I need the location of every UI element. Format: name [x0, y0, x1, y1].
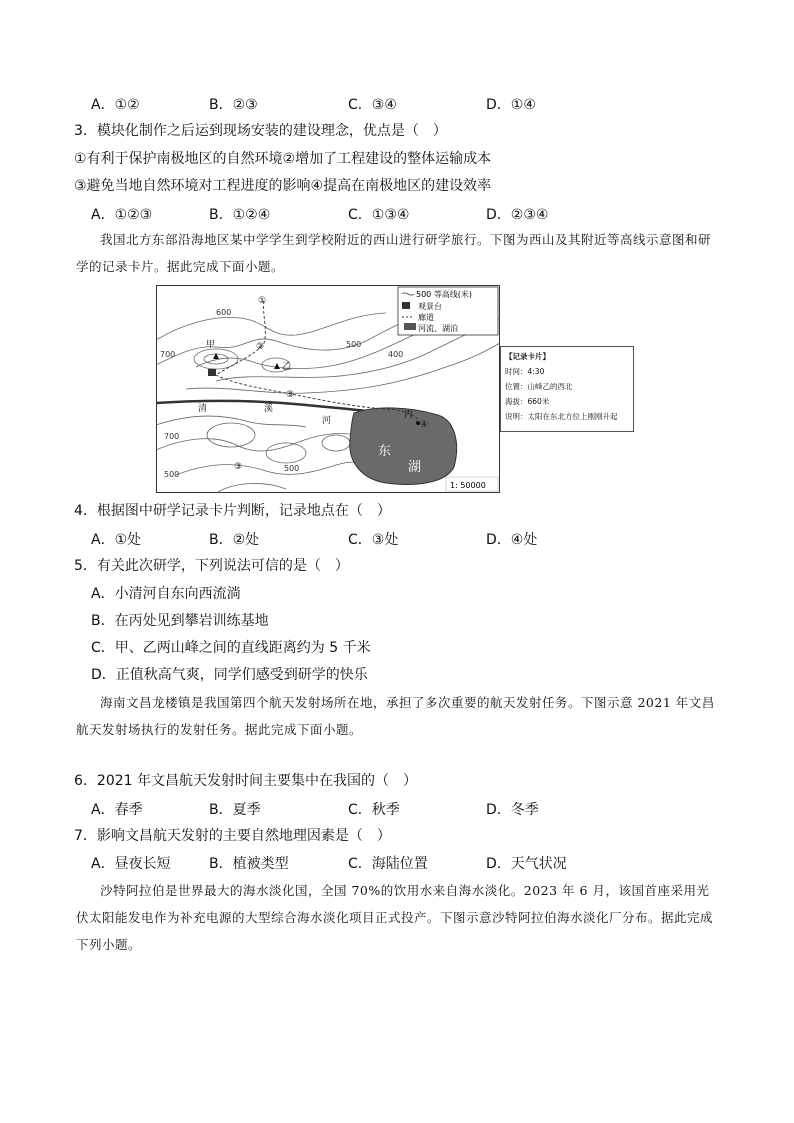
- contour-label-500-south: 500: [284, 464, 300, 473]
- record-card-note: 说明：太阳在东北方位上刚刚升起: [505, 412, 618, 421]
- q2-option-c[interactable]: C．③④: [348, 97, 397, 113]
- q7-option-b[interactable]: B．植被类型: [209, 856, 289, 872]
- q6-option-a[interactable]: A．春季: [91, 802, 143, 818]
- point-1-label: ①: [258, 296, 267, 306]
- point-4-label: ④: [420, 420, 429, 430]
- q2-option-a[interactable]: A．①②: [91, 97, 140, 113]
- q3-option-a[interactable]: A．①②③: [91, 207, 153, 223]
- q7-stem: 7．影响文昌航天发射的主要自然地理因素是（ ）: [74, 828, 391, 844]
- contour-label-700-north: 700: [160, 350, 176, 359]
- q5-stem: 5．有关此次研学，下列说法可信的是（ ）: [74, 558, 349, 574]
- point-2-label: ②: [256, 342, 265, 352]
- q4-option-c[interactable]: C．③处: [348, 532, 399, 548]
- q5-option-b[interactable]: B．在丙处见到攀岩训练基地: [91, 613, 269, 629]
- point-3-label: ③: [286, 390, 295, 400]
- peak-jia-label: 甲: [206, 340, 216, 350]
- q2-option-b[interactable]: B．②③: [209, 97, 258, 113]
- q4-option-b[interactable]: B．②处: [209, 532, 260, 548]
- contour-label-600: 600: [216, 308, 232, 317]
- q6-option-d[interactable]: D．冬季: [486, 802, 539, 818]
- river-label-qing: 清: [198, 404, 208, 414]
- map-scale: 1: 50000: [450, 481, 486, 490]
- q5-option-a[interactable]: A．小清河自东向西流淌: [91, 586, 241, 602]
- contour-label-700-south: 700: [164, 432, 180, 441]
- q7-option-a[interactable]: A．昼夜长短: [91, 856, 171, 872]
- record-card-title: 【记录卡片】: [505, 352, 550, 361]
- point-3-south-label: ③: [234, 462, 243, 472]
- intro-passage-saudi: 沙特阿拉伯是世界最大的海水淡化国，全国 70%的饮用水来自海水淡化。2023 年 6 月，该国首座采用光伏太阳能发电作为补充电源的大型综合海水淡化项目正式投产。下图示意沙特阿拉伯海水淡化厂分布。据此完成下列小题。: [76, 883, 714, 952]
- q3-statement-line1: ①有利于保护南极地区的自然环境②增加了工程建设的整体运输成本: [74, 151, 492, 167]
- q7-option-d[interactable]: D．天气状况: [486, 856, 567, 872]
- q3-statement-line2: ③避免当地自然环境对工程进度的影响④提高在南极地区的建设效率: [74, 178, 492, 194]
- record-card-position: 位置：山峰乙的西北: [505, 382, 573, 391]
- q4-option-a[interactable]: A．①处: [91, 532, 142, 548]
- river-label-he: 河: [322, 416, 332, 426]
- lake-label-dong: 东: [378, 444, 392, 459]
- contour-label-500-north: 500: [346, 340, 362, 349]
- q3-option-d[interactable]: D．②③④: [486, 207, 549, 223]
- q5-option-c[interactable]: C．甲、乙两山峰之间的直线距离约为 5 千米: [91, 640, 371, 656]
- q3-option-c[interactable]: C．①③④: [348, 207, 410, 223]
- q2-option-d[interactable]: D．①④: [486, 97, 536, 113]
- legend-water-label: 河流、湖泊: [418, 324, 458, 333]
- intro-passage-wenchang: 海南文昌龙楼镇是我国第四个航天发射场所在地，承担了多次重要的航天发射任务。下图示意 2021 年文昌航天发射场执行的发射任务。据此完成下面小题。: [76, 695, 715, 737]
- contour-map: [156, 285, 500, 493]
- record-card-time: 时间：4:30: [505, 367, 545, 376]
- record-card-altitude: 海拔：660米: [505, 397, 550, 406]
- place-bing-label: 丙: [404, 410, 414, 420]
- legend-viewpoint-label: 观景台: [418, 302, 442, 311]
- q4-option-d[interactable]: D．④处: [486, 532, 538, 548]
- intro-passage-xishan: 我国北方东部沿海地区某中学学生到学校附近的西山进行研学旅行。下图为西山及其附近等高线示意图和研学的记录卡片。据此完成下面小题。: [76, 232, 712, 274]
- peak-yi-label: 乙: [282, 362, 292, 372]
- q6-option-b[interactable]: B．夏季: [209, 802, 261, 818]
- record-card: [500, 346, 634, 432]
- q4-stem: 4．根据图中研学记录卡片判断，记录地点在（ ）: [74, 503, 391, 519]
- q3-option-b[interactable]: B．①②④: [209, 207, 271, 223]
- legend-contour-label: 500 等高线(米): [416, 290, 473, 299]
- lake-label-hu: 湖: [408, 460, 422, 475]
- q7-option-c[interactable]: C．海陆位置: [348, 856, 428, 872]
- contour-label-400: 400: [388, 350, 404, 359]
- q6-stem: 6．2021 年文昌航天发射时间主要集中在我国的（ ）: [74, 773, 417, 789]
- legend-corridor-label: 廊道: [418, 313, 434, 322]
- q6-option-c[interactable]: C．秋季: [348, 802, 400, 818]
- contour-label-500-southwest: 500: [164, 470, 180, 479]
- river-label-xi: 溪: [264, 404, 274, 414]
- q5-option-d[interactable]: D．正值秋高气爽，同学们感受到研学的快乐: [91, 667, 368, 683]
- q3-stem: 3．模块化制作之后运到现场安装的建设理念，优点是（ ）: [74, 123, 447, 139]
